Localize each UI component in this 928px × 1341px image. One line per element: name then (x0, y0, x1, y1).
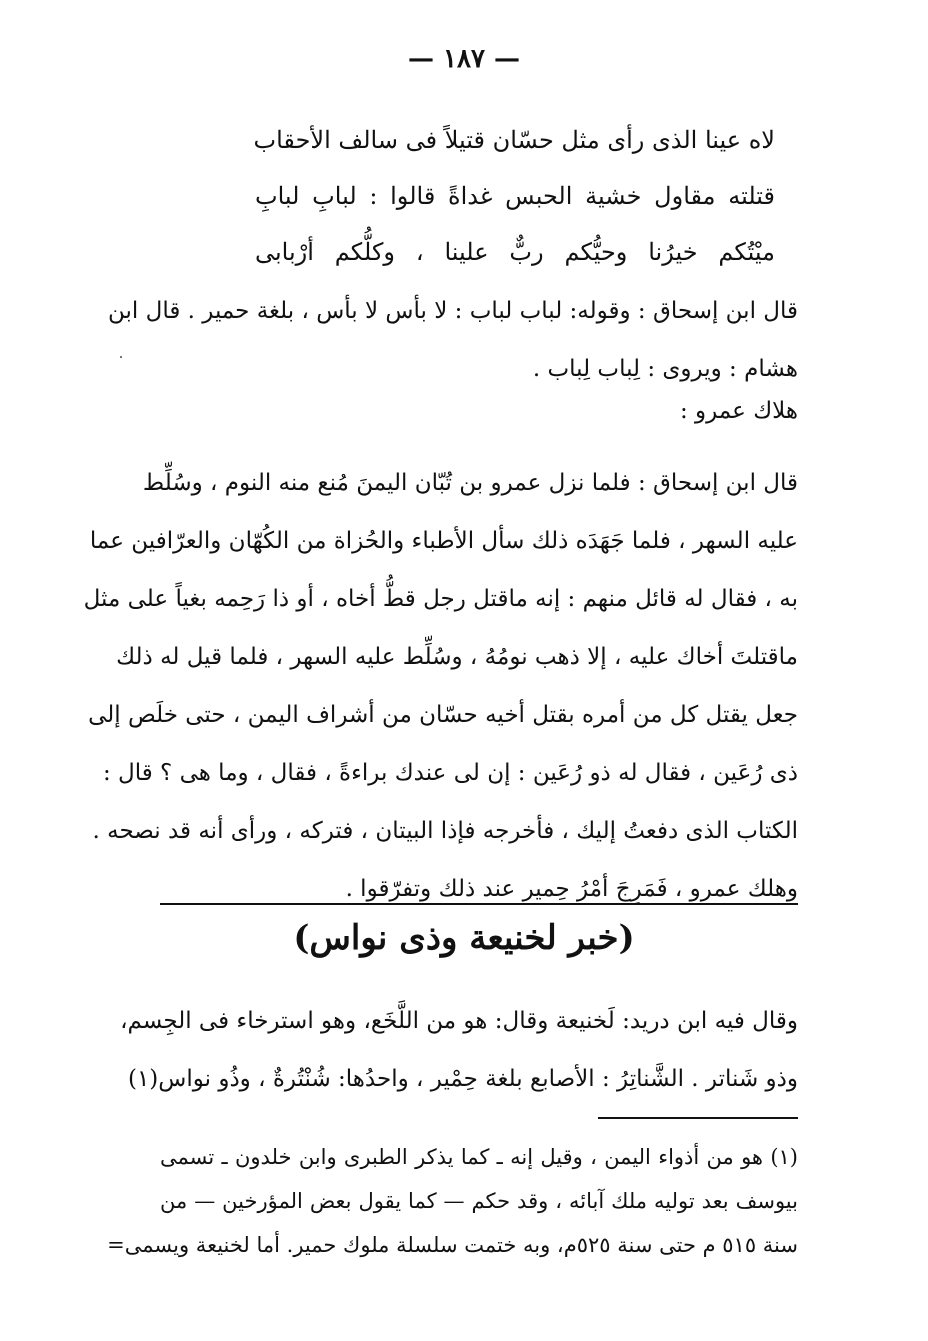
text-line: قال ابن إسحاق : وقوله: لباب لباب : لا بأس لا بأس ، بلغة حمير . قال ابن (108, 298, 798, 324)
footnote (107, 1135, 798, 1267)
text-line: وقال فيه ابن دريد: لَخنيعة وقال: هو من اللَّخَع، وهو استرخاء فى الجِسم، (120, 1008, 798, 1034)
poem-line: قتلته مقاول خشية الحبس غداةً قالوا : لبابِ لبابِ (255, 182, 775, 210)
text-line: قال ابن إسحاق : فلما نزل عمرو بن تُبّان اليمنَ مُنع منه النوم ، وسُلِّط (142, 470, 798, 496)
text-line: ماقتلتَ أخاك عليه ، إلا ذهب نومُهُ ، وسُلِّط عليه السهر ، فلما قيل له ذلك (116, 644, 798, 670)
text-line: جعل يقتل كل من أمره بقتل أخيه حسّان من أشراف اليمن ، حتى خلَص إلى (88, 702, 798, 728)
paragraph-lakhnia (120, 992, 798, 1108)
text-line: الكتاب الذى دفعتُ إليك ، فأخرجه فإذا البيتان ، فتركه ، ورأى أنه قد نصحه . (92, 818, 798, 844)
poem-line: ميْتُكم خيرُنا وحيُّكم ربٌّ علينا ، وكلُّكم أرْبابى (255, 238, 775, 266)
section-title: (خبر لخنيعة وذى نواس) (293, 918, 635, 958)
footnote-line: بيوسف بعد توليه ملك آبائه ، وقد حكم — كما يقول بعض المؤرخين — من (160, 1189, 798, 1213)
text-line: عليه السهر ، فلما جَهَدَه ذلك سأل الأطباء والحُزاة من الكُهّان والعرّافين عما (89, 528, 798, 554)
footnote-divider (598, 1117, 798, 1119)
footnote-line: (١) هو من أذواء اليمن ، وقيل إنه ـ كما يذكر الطبرى وابن خلدون ـ تسمى (160, 1145, 798, 1169)
text-line: وذو شَناتر . الشَّناتِرُ : الأصابع بلغة حِمْير ، واحدُها: شُنْتُرةٌ ، وذُو نواس(١) (127, 1066, 798, 1092)
poem-block (255, 112, 775, 280)
scan-speck (120, 356, 122, 358)
poem-line: لاه عينا الذى رأى مثل حسّان قتيلاً فى سالف الأحقاب (253, 126, 775, 154)
page-number: — ١٨٧ — (407, 44, 521, 74)
text-line: وهلك عمرو ، فَمَرِجَ أمْرُ حِمير عند ذلك وتفرّقوا . (345, 876, 798, 902)
footnote-line: سنة ٥١٥ م حتى سنة ٥٢٥م، وبه ختمت سلسلة ملوك حمير. أما لخنيعة ويسمى= (107, 1233, 798, 1257)
subheading-amr: هلاك عمرو : (680, 398, 798, 424)
section-divider (160, 903, 798, 905)
paragraph-amr-death (83, 454, 798, 918)
text-line: ذى رُعَين ، فقال له ذو رُعَين : إن لى عندك براءةً ، فقال ، وما هى ؟ قال : (102, 760, 798, 786)
text-line: هشام : ويروى : لِباب لِباب . (532, 356, 798, 382)
text-line: به ، فقال له قائل منهم : إنه ماقتل رجل قطُّ أخاه ، أو ذا رَحِمه بغياً على مثل (83, 586, 798, 612)
paragraph-ibn-ishaq-note (108, 282, 798, 398)
